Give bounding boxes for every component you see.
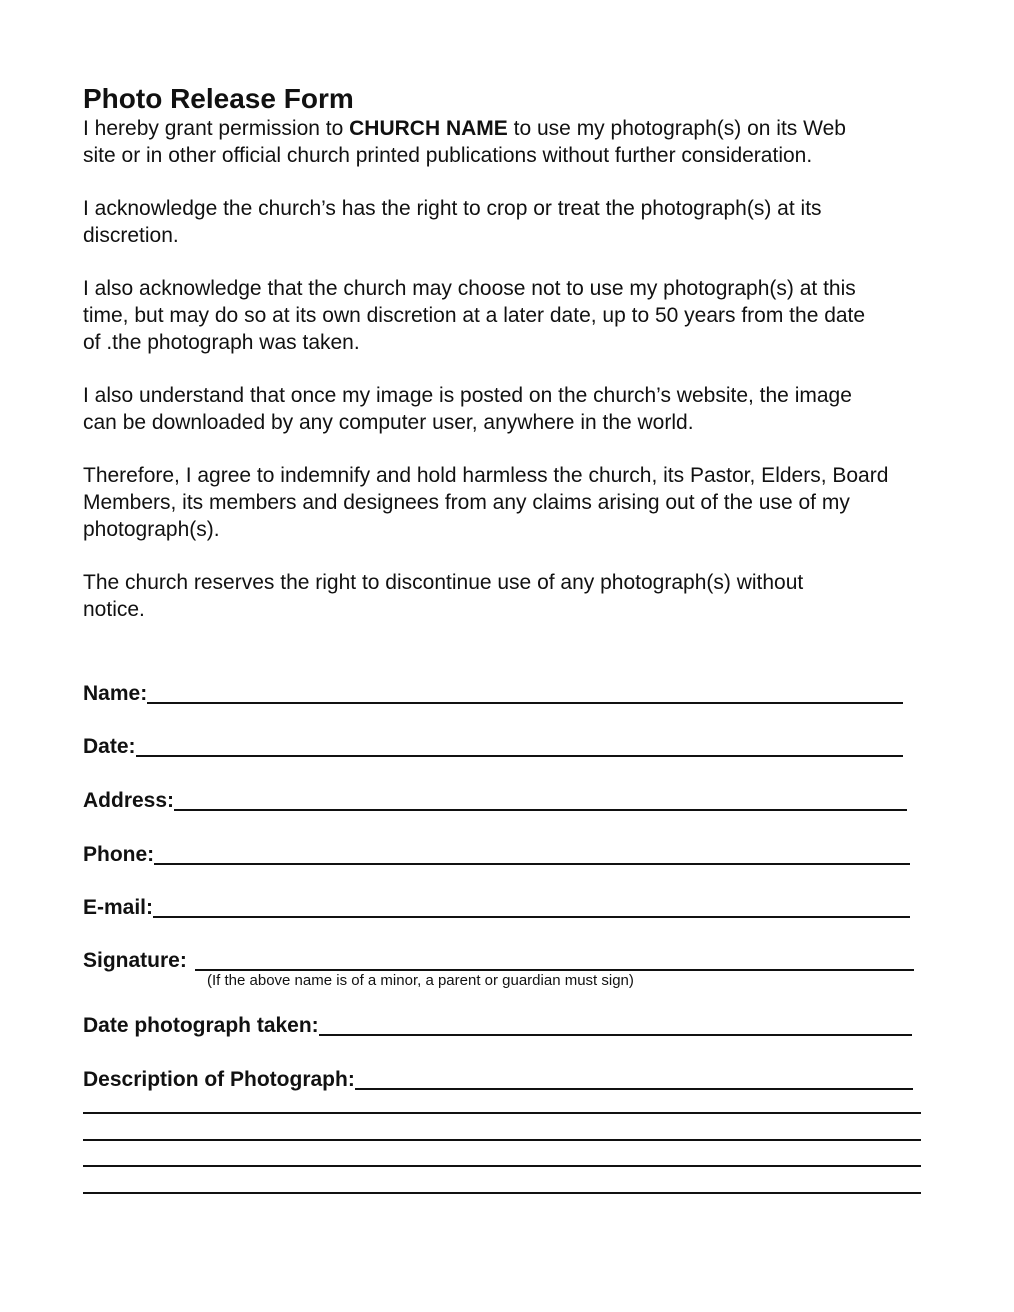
phone-label: Phone: [83, 843, 155, 866]
phone-field[interactable] [83, 837, 910, 867]
address-field[interactable] [83, 783, 907, 813]
photo-release-form [83, 82, 923, 623]
date-input-line[interactable] [136, 737, 903, 757]
signature-input-line[interactable] [195, 951, 914, 971]
paragraph-future-use: I also acknowledge that the church may choose not to use my photograph(s) at this time, but may do so at its own discretion at a later date, up to 50 years from the date of .the photograph was taken. [83, 277, 866, 354]
paragraph-crop-rights: I acknowledge the church’s has the right to crop or treat the photograph(s) at its discretion. [83, 197, 822, 247]
form-title: Photo Release Form [83, 83, 354, 114]
permission-text-end: to use my photograph(s) on its Web site or in other official church printed publications without further consideration. [83, 117, 846, 167]
paragraph-permission [83, 116, 883, 169]
description-extra-line[interactable] [83, 1192, 921, 1194]
description-input-line[interactable] [355, 1070, 913, 1090]
email-input-line[interactable] [153, 898, 910, 918]
email-label: E-mail: [83, 896, 154, 919]
date-taken-label: Date photograph taken: [83, 1014, 319, 1037]
phone-input-line[interactable] [154, 845, 910, 865]
signature-label: Signature: [83, 949, 187, 972]
description-extra-line[interactable] [83, 1112, 921, 1114]
address-input-line[interactable] [174, 791, 907, 811]
date-field[interactable] [83, 729, 903, 759]
date-label: Date: [83, 735, 136, 758]
signature-field[interactable] [83, 943, 914, 973]
permission-text-start: I hereby grant permission to [83, 117, 350, 140]
name-label: Name: [83, 682, 148, 705]
name-input-line[interactable] [147, 684, 903, 704]
date-taken-field[interactable] [83, 1008, 912, 1038]
paragraph-website-download: I also understand that once my image is posted on the church’s website, the image can be downloaded by any computer user, anywhere in the world. [83, 384, 852, 434]
description-field[interactable] [83, 1062, 913, 1092]
email-field[interactable] [83, 890, 910, 920]
description-extra-line[interactable] [83, 1165, 921, 1167]
paragraph-indemnify: Therefore, I agree to indemnify and hold harmless the church, its Pastor, Elders, Board Members, its members and designees from any claims arising out of the use of my photograph(s). [83, 464, 889, 541]
address-label: Address: [83, 789, 175, 812]
description-label: Description of Photograph: [83, 1068, 355, 1091]
signature-note: (If the above name is of a minor, a parent or guardian must sign) [207, 972, 634, 989]
date-taken-input-line[interactable] [319, 1016, 912, 1036]
name-field[interactable] [83, 676, 903, 706]
church-name: CHURCH NAME [349, 117, 508, 140]
description-extra-line[interactable] [83, 1139, 921, 1141]
paragraph-discontinue: The church reserves the right to discontinue use of any photograph(s) without notice. [83, 571, 804, 621]
